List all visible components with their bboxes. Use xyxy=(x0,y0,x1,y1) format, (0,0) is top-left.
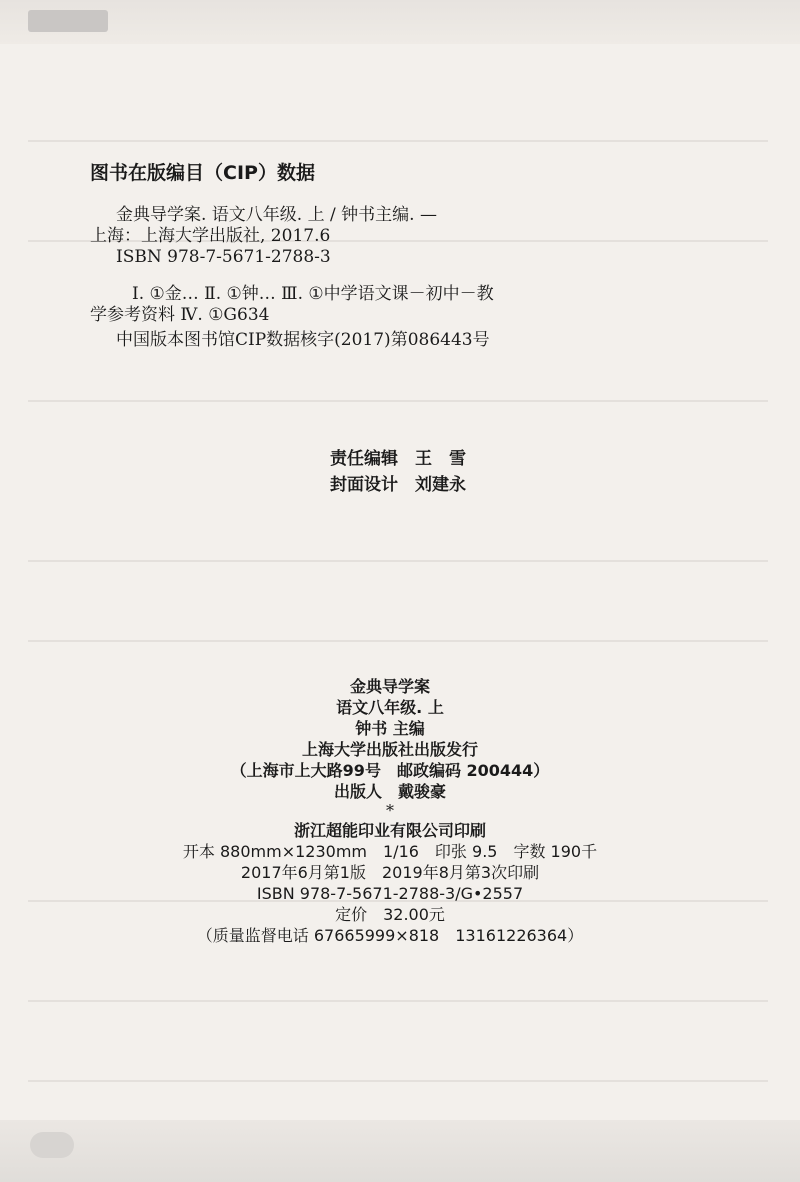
imprint-printer: 浙江超能印业有限公司印刷 xyxy=(293,821,486,840)
header-badge xyxy=(28,10,108,32)
footer-wave xyxy=(0,1120,800,1182)
imprint-address: （上海市上大路99号 邮政编码 200444） xyxy=(230,761,550,780)
imprint-subtitle: 语文八年级. 上 xyxy=(336,698,444,717)
cip-line: Ⅰ. ①金… Ⅱ. ①钟… Ⅲ. ①中学语文课－初中－教 xyxy=(132,284,494,304)
imprint-edition: 2017年6月第1版 2019年8月第3次印刷 xyxy=(240,863,540,882)
cip-line: 上海：上海大学出版社, 2017.6 xyxy=(90,226,331,246)
imprint-separator: * xyxy=(386,801,394,820)
imprint-price: 定价 32.00元 xyxy=(335,905,445,924)
credit-cover-design: 封面设计 刘建永 xyxy=(330,475,466,495)
imprint-specs: 开本 880mm×1230mm 1/16 印张 9.5 字数 190千 xyxy=(182,842,598,861)
header-band xyxy=(0,0,800,44)
imprint-isbn: ISBN 978-7-5671-2788-3/G•2557 xyxy=(256,884,524,903)
cip-line: ISBN 978-7-5671-2788-3 xyxy=(116,247,331,267)
bleed-through-line xyxy=(28,560,768,562)
bleed-through-line xyxy=(28,1080,768,1082)
credit-editor: 责任编辑 王 雪 xyxy=(330,449,466,469)
imprint-book-title: 金典导学案 xyxy=(349,677,430,696)
cip-title: 图书在版编目（CIP）数据 xyxy=(90,162,315,184)
imprint-block xyxy=(170,676,610,946)
bleed-through-line xyxy=(28,140,768,142)
imprint-publisher: 上海大学出版社出版发行 xyxy=(301,740,478,759)
imprint-editor: 钟书 主编 xyxy=(355,719,425,738)
bleed-through-line xyxy=(28,640,768,642)
cip-line: 中国版本图书馆CIP数据核字(2017)第086443号 xyxy=(116,330,490,350)
cip-block xyxy=(90,158,650,351)
cip-line: 金典导学案. 语文八年级. 上 / 钟书主编. — xyxy=(116,205,437,225)
bleed-through-line xyxy=(28,400,768,402)
footer-badge xyxy=(30,1132,74,1158)
imprint-publisher-person: 出版人 戴骏豪 xyxy=(333,782,446,801)
cip-line: 学参考资料 Ⅳ. ①G634 xyxy=(90,305,270,325)
imprint-quality-phone: （质量监督电话 67665999×818 13161226364） xyxy=(196,926,584,945)
credits-block xyxy=(330,446,630,498)
bleed-through-line xyxy=(28,1000,768,1002)
